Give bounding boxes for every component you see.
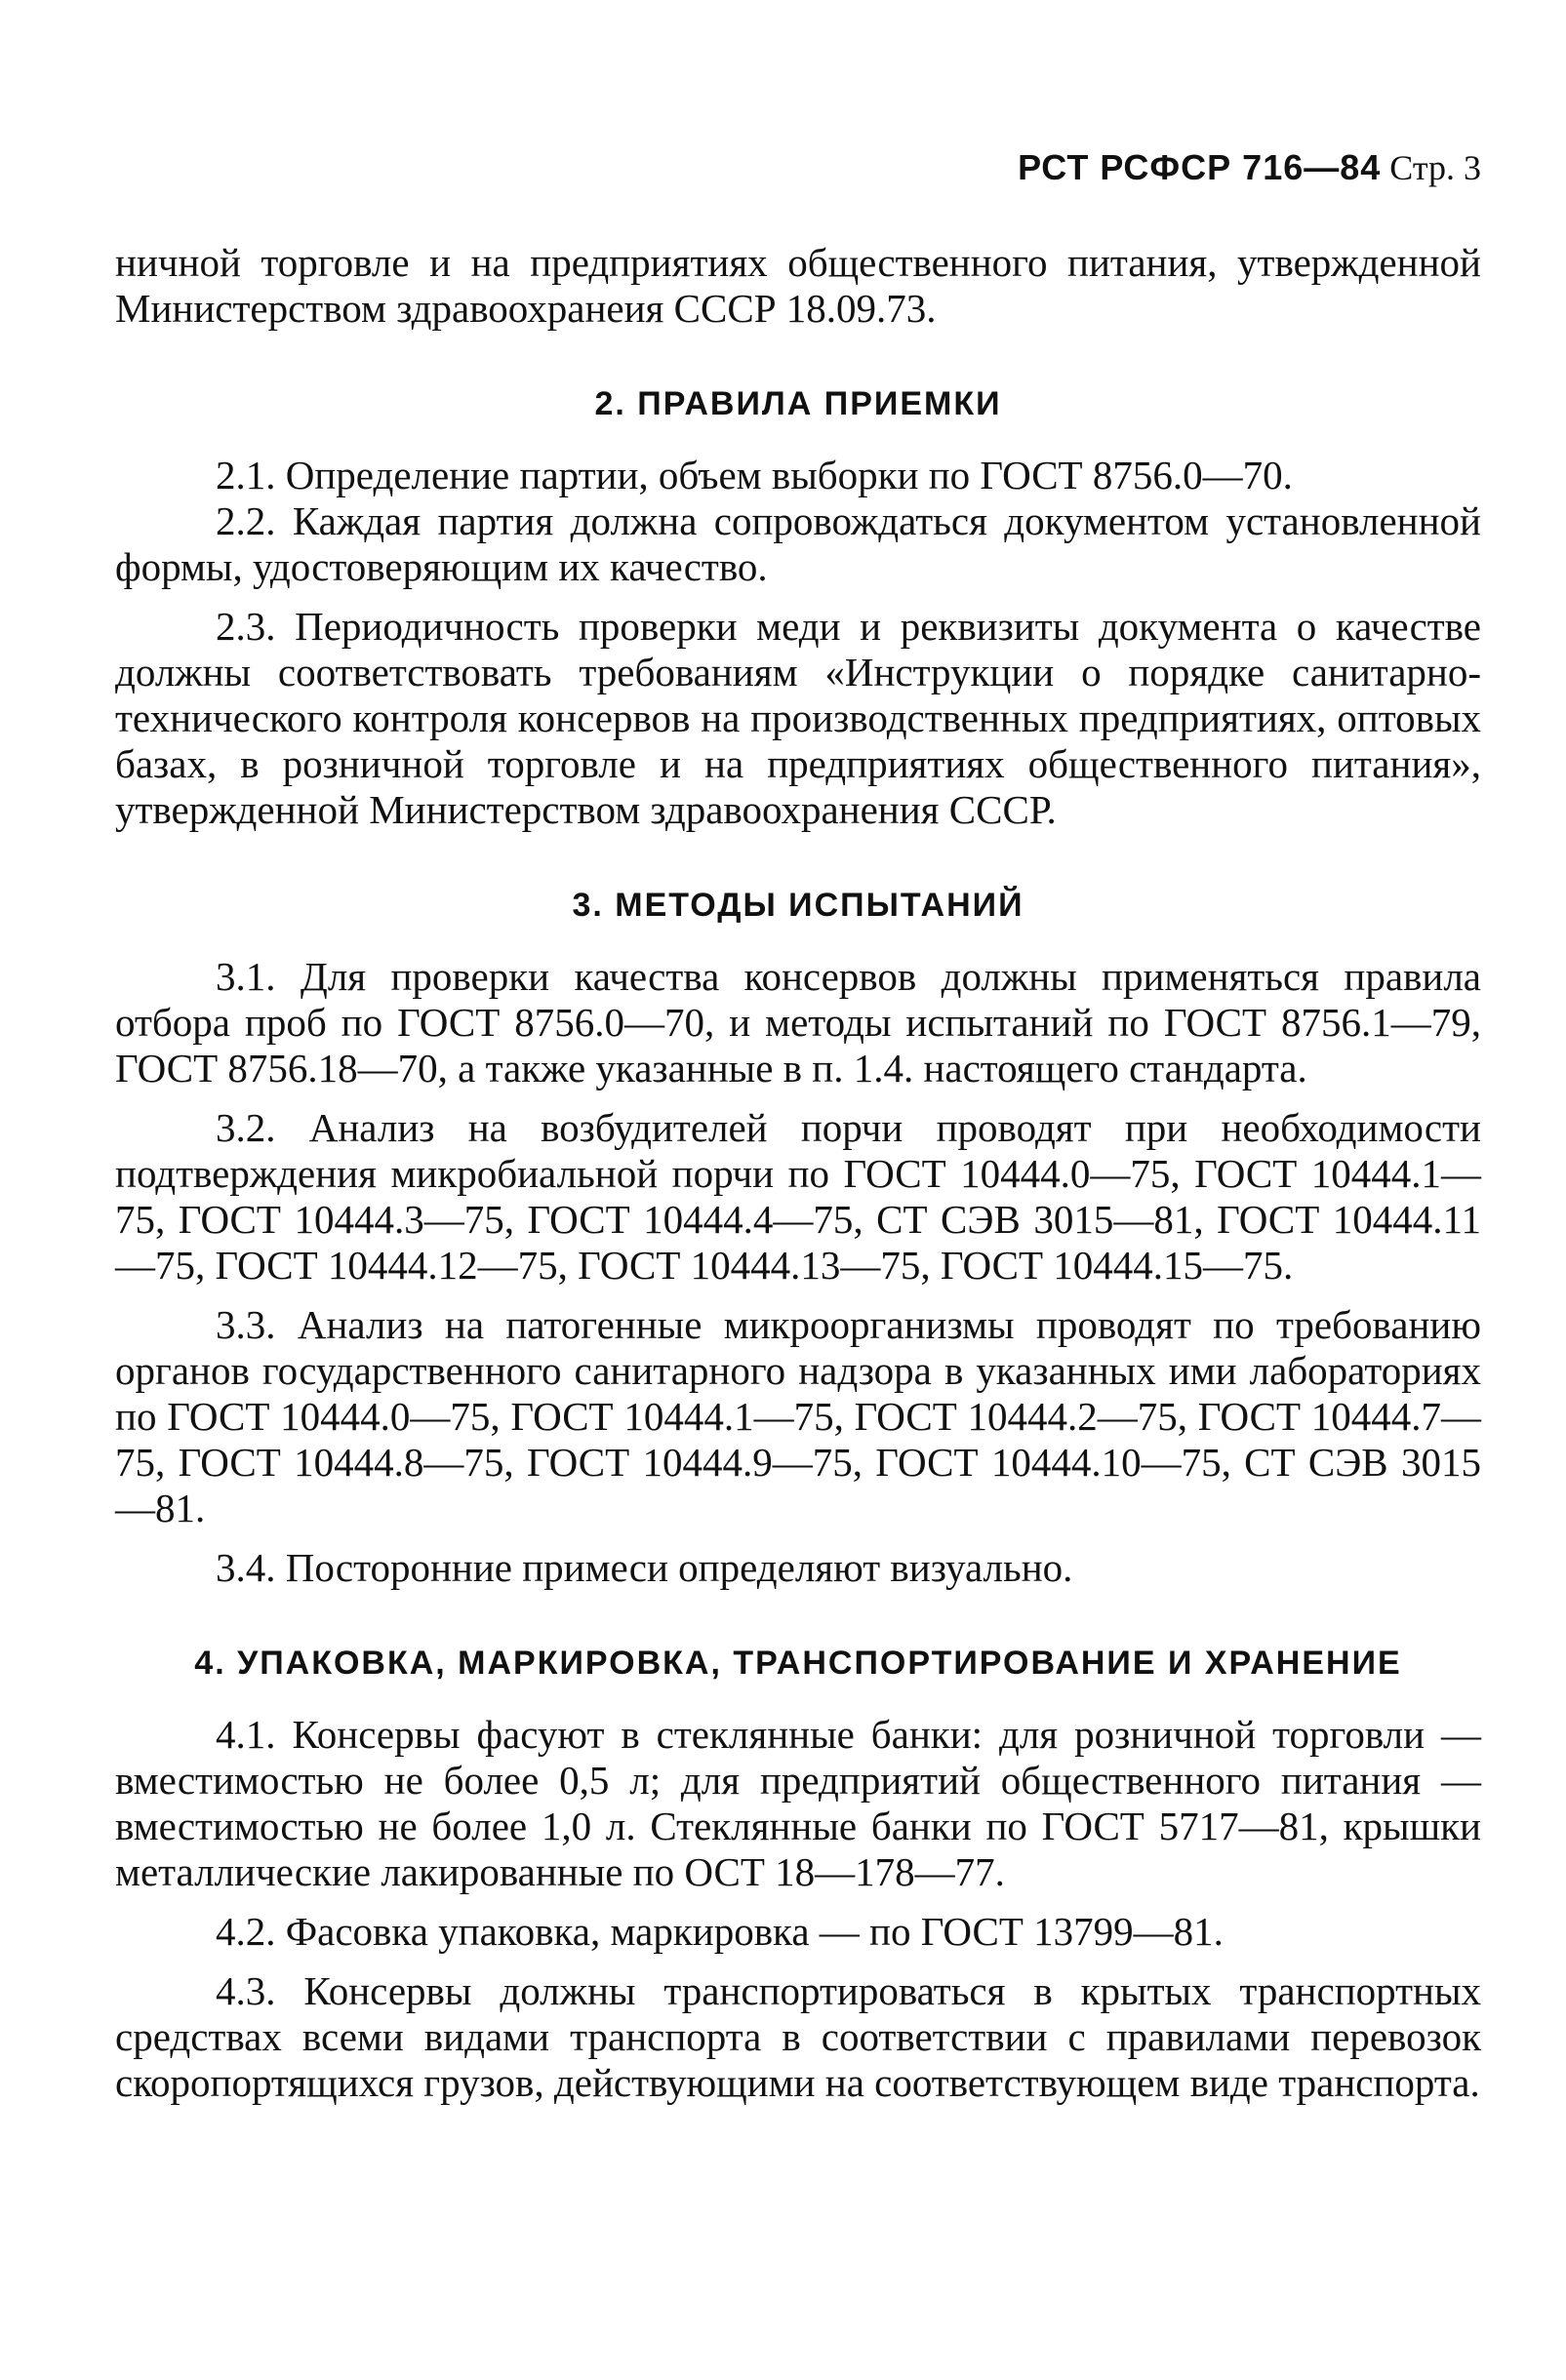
paragraph-4-2: 4.2. Фасовка упаковка, маркировка — по ГОСТ 13799—81. bbox=[216, 1909, 1224, 1954]
paragraph-2-2: 2.2. Каждая партия должна сопровождаться документом установленной формы, удостоверяющим их качество. bbox=[115, 498, 1481, 589]
paragraph-4-3: 4.3. Консервы должны транспортироваться в крытых транспортных средствах всеми видами транспорта в соответствии с правилами перевозок скоропортящихся грузов, действующими на соответствующем виде транспорта. bbox=[115, 1968, 1481, 2105]
paragraph-2-1: 2.1. Определение партии, объем выборки по ГОСТ 8756.0—70. bbox=[216, 453, 1293, 497]
page-header bbox=[115, 146, 1481, 189]
section-3-heading: 3. МЕТОДЫ ИСПЫТАНИЙ bbox=[572, 887, 1024, 924]
standard-number: РСТ РСФСР 716—84 bbox=[1018, 147, 1382, 187]
paragraph-3-3: 3.3. Анализ на патогенные микроорганизмы проводят по требованию органов государственного санитарного надзора в указанных ими лабораториях по ГОСТ 10444.0—75, ГОСТ 10444.1—75, ГОСТ 10444.2—75, ГОСТ 10444.7—75, ГОСТ 10444.8—75, ГОСТ 10444.9—75, ГОСТ 10444.10—75, СТ СЭВ 3015—81. bbox=[115, 1302, 1481, 1530]
page-number: Стр. 3 bbox=[1389, 148, 1481, 187]
paragraph-4-1: 4.1. Консервы фасуют в стеклянные банки: для розничной торговли — вместимостью не более 0,5 л; для предприятий общественного питания — вместимостью не более 1,0 л. Стеклянные банки по ГОСТ 5717—81, крышки металлические лакированные по ОСТ 18—178—77. bbox=[115, 1712, 1481, 1894]
paragraph-3-1: 3.1. Для проверки качества консервов должны применяться правила отбора проб по ГОСТ 8756.0—70, и методы испытаний по ГОСТ 8756.1—79, ГОСТ 8756.18—70, а также указанные в п. 1.4. настоящего стандарта. bbox=[115, 954, 1481, 1091]
document-page bbox=[115, 146, 1481, 2106]
section-4-heading: 4. УПАКОВКА, МАРКИРОВКА, ТРАНСПОРТИРОВАНИЕ И ХРАНЕНИЕ bbox=[194, 1645, 1402, 1682]
paragraph-3-4: 3.4. Посторонние примеси определяют визуально. bbox=[216, 1545, 1073, 1590]
section-2-heading: 2. ПРАВИЛА ПРИЕМКИ bbox=[594, 385, 1002, 422]
intro-paragraph: ничной торговле и на предприятиях общественного питания, утвержденной Министерством здравоохранеия СССР 18.09.73. bbox=[115, 240, 1481, 331]
paragraph-2-3: 2.3. Периодичность проверки меди и реквизиты документа о качестве должны соответствовать требованиям «Инструкции о порядке санитарно-технического контроля консервов на производственных предприятиях, оптовых базах, в розничной торговле и на предприятиях общественного питания», утвержденной Министерством здравоохранения СССР. bbox=[115, 604, 1481, 832]
paragraph-3-2: 3.2. Анализ на возбудителей порчи проводят при необходимости подтверждения микробиальной порчи по ГОСТ 10444.0—75, ГОСТ 10444.1—75, ГОСТ 10444.3—75, ГОСТ 10444.4—75, СТ СЭВ 3015—81, ГОСТ 10444.11—75, ГОСТ 10444.12—75, ГОСТ 10444.13—75, ГОСТ 10444.15—75. bbox=[115, 1105, 1481, 1288]
